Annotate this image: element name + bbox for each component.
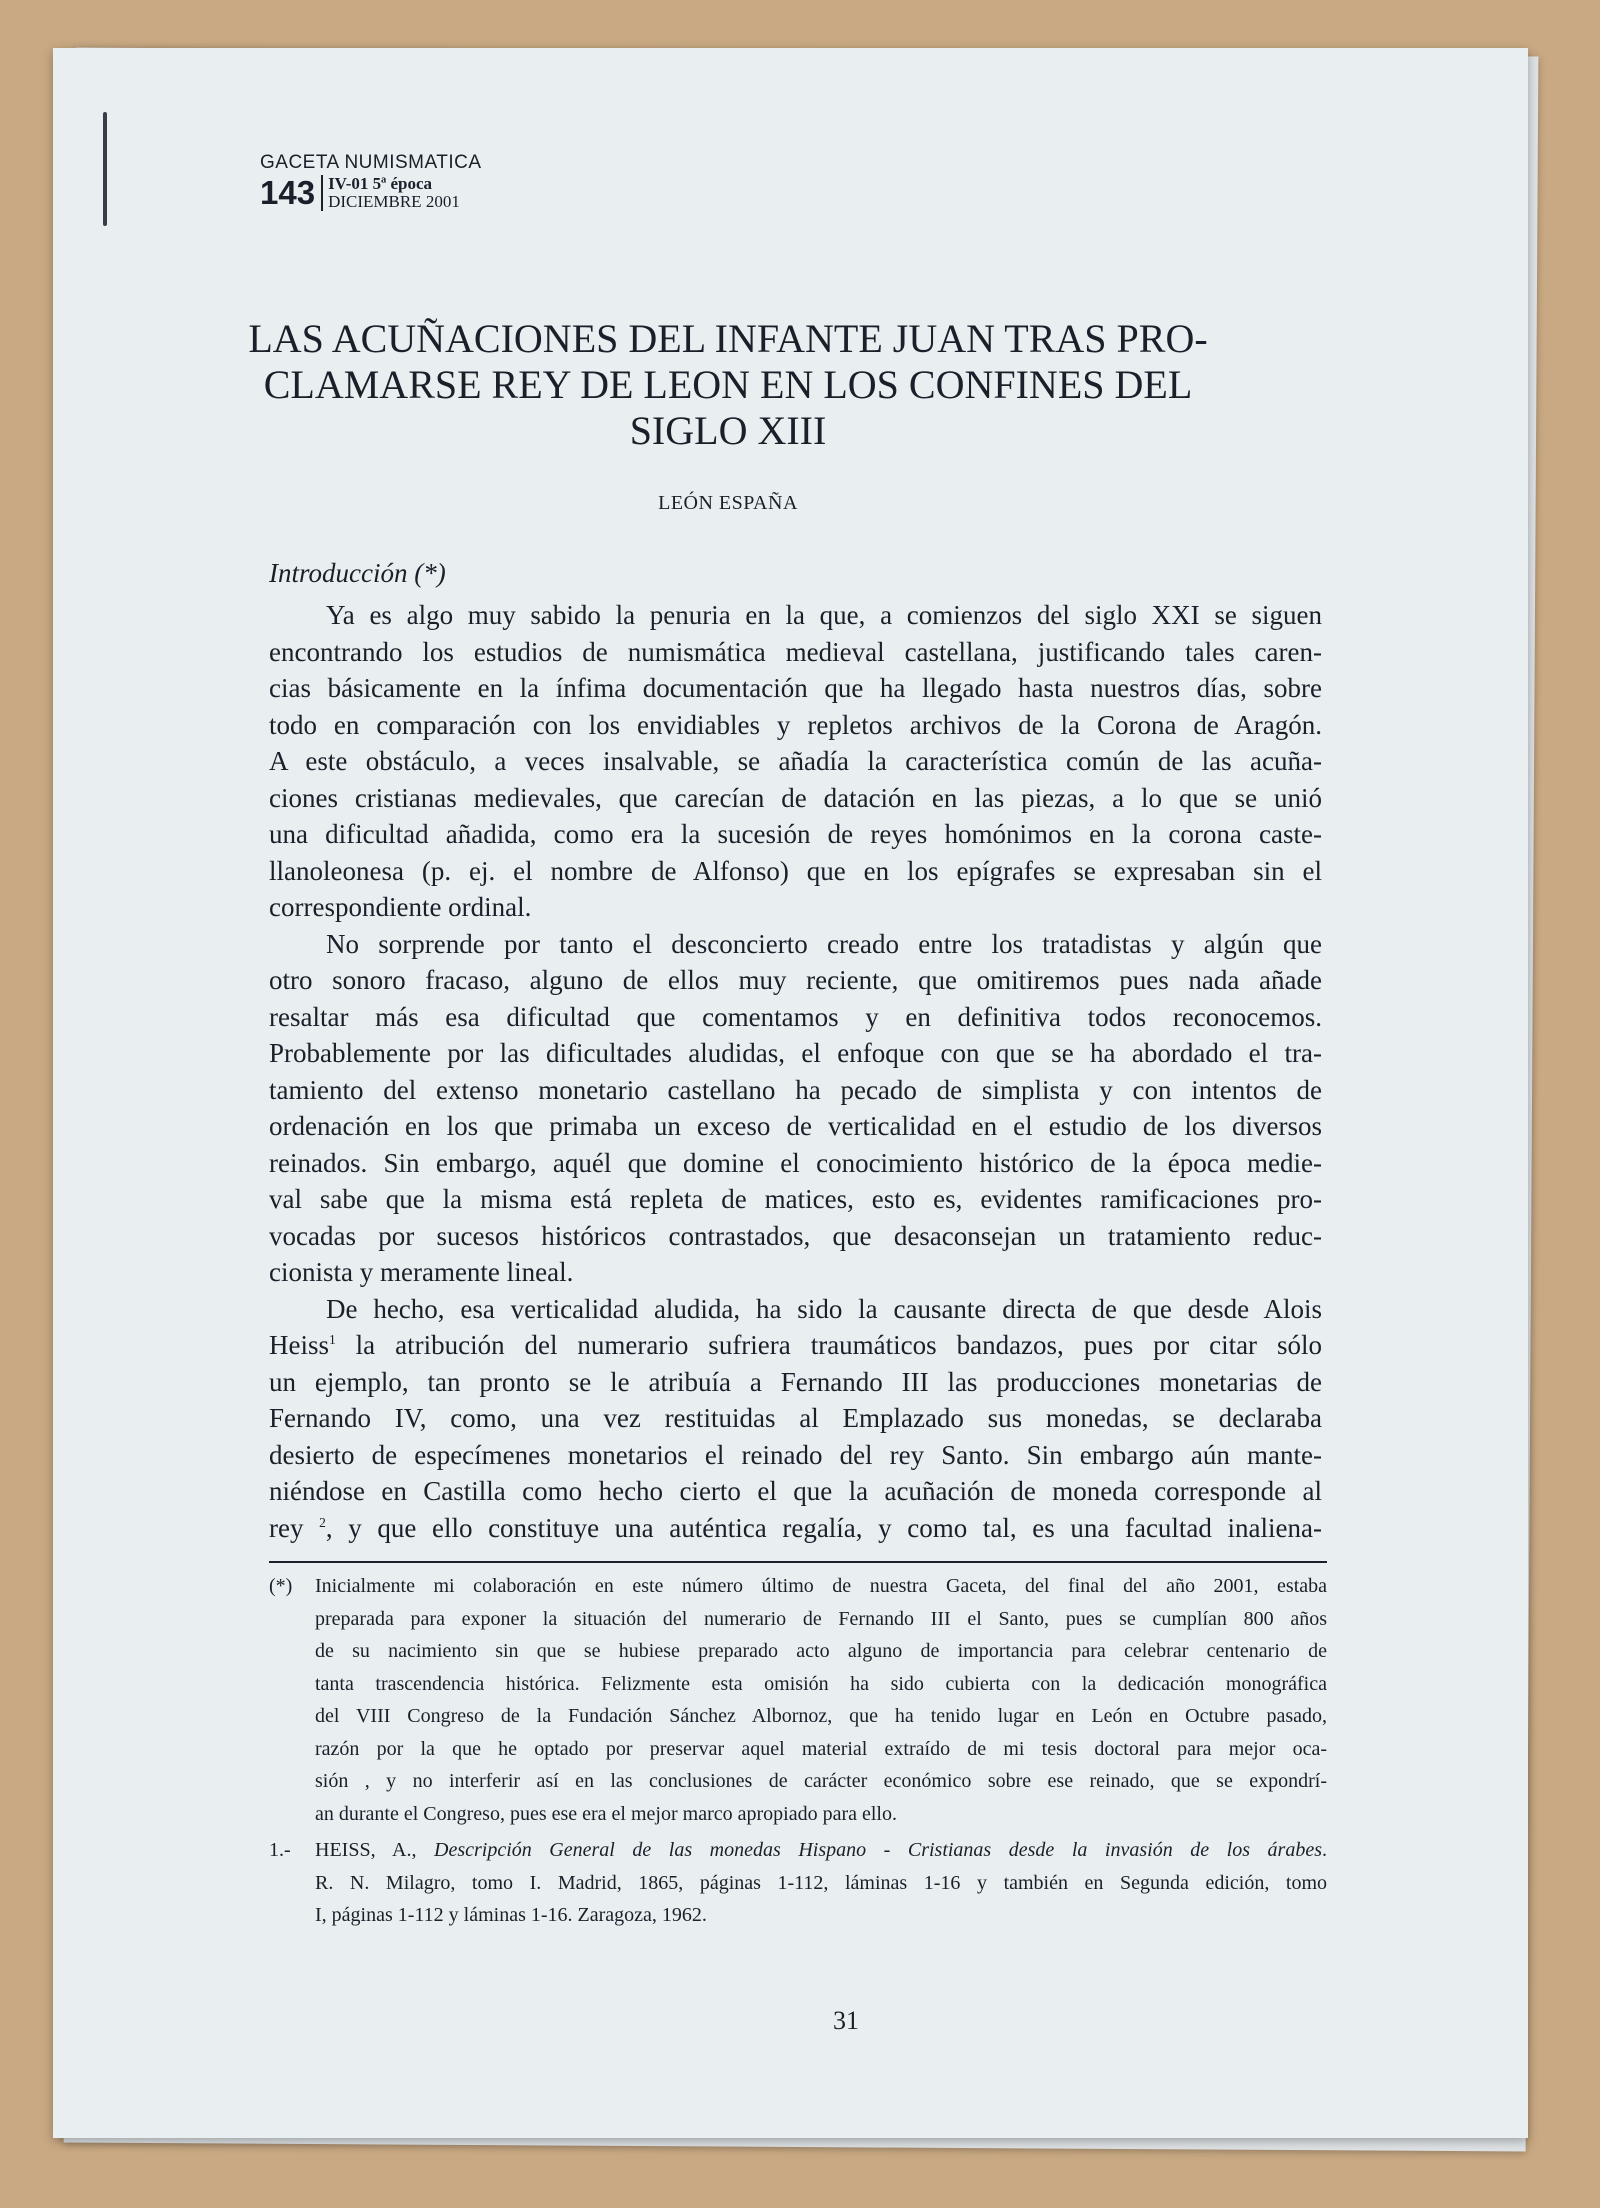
text-line: encontrando los estudios de numismática medieval castellana, justificando tales caren- <box>269 636 1322 667</box>
citation-punct: . <box>1322 1839 1327 1861</box>
citation-author: HEISS, A., <box>315 1839 434 1861</box>
text-line: De hecho, esa verticalidad aludida, ha sido la causante directa de que desde Alois <box>326 1293 1322 1324</box>
footnotes <box>269 1570 1327 1932</box>
footnote-mark: 1.- <box>269 1839 291 1861</box>
article-author: LEÓN ESPAÑA <box>658 492 798 514</box>
text-line: A este obstáculo, a veces insalvable, se añadía la característica común de las acuña- <box>269 746 1322 776</box>
footnote-line: an durante el Congreso, pues ese era el mejor marco apropiado para ello. <box>315 1802 897 1825</box>
text-line: todo en comparación con los envidiables y repletos archivos de la Corona de Aragón. <box>269 709 1322 740</box>
paragraph-2 <box>269 926 1322 1291</box>
text-line: cionista y meramente lineal. <box>269 1257 574 1287</box>
text-line: ciones cristianas medievales, que carecían de datación en las piezas, a lo que se unió <box>269 782 1322 813</box>
document-page <box>53 48 1528 2138</box>
footnote-line: del VIII Congreso de la Fundación Sánchez Albornoz, que ha tenido lugar en León en Octubre pasado, <box>315 1705 1327 1727</box>
citation-work: Descripción General de las monedas Hispano - Cristianas desde la invasión de los árabes <box>434 1839 1322 1861</box>
journal-header <box>260 152 482 211</box>
text-line: val sabe que la misma está repleta de matices, esto es, evidentes ramificaciones pro- <box>269 1184 1322 1214</box>
footnote-star <box>269 1570 1327 1830</box>
text-line: resaltar más esa dificultad que comentamos y en definitiva todos reconocemos. <box>269 1001 1322 1032</box>
text-line: un ejemplo, tan pronto se le atribuía a Fernando III las producciones monetarias de <box>269 1366 1322 1397</box>
footnote-line: sión , y no interferir así en las conclusiones de carácter económico sobre ese reinado, que se expondrí- <box>315 1770 1327 1792</box>
text-line: correspondiente ordinal. <box>269 892 532 922</box>
text-line: No sorprende por tanto el desconcierto creado entre los tratadistas y algún que <box>326 928 1322 959</box>
staple <box>103 112 107 226</box>
footnote-line <box>315 1834 1327 1867</box>
text-line: Probablemente por las dificultades aludidas, el enfoque con que se ha abordado el tra- <box>269 1038 1322 1068</box>
footnote-1 <box>269 1834 1327 1932</box>
article-title <box>233 316 1223 454</box>
footnote-line: I, páginas 1-112 y láminas 1-16. Zaragoza, 1962. <box>315 1904 707 1926</box>
text-line: cias básicamente en la ínfima documentación que ha llegado hasta nuestros días, sobre <box>269 673 1322 703</box>
footnote-line: R. N. Milagro, tomo I. Madrid, 1865, páginas 1-112, láminas 1-16 y también en Segunda edición, tomo <box>315 1871 1327 1894</box>
text-line <box>269 1510 1322 1547</box>
footnote-line: tanta trascendencia histórica. Felizmente esta omisión ha sido cubierta con la dedicación monográfica <box>315 1672 1327 1695</box>
text-line: vocadas por sucesos históricos contrastados, que desaconsejan un tratamiento reduc- <box>269 1220 1322 1251</box>
title-line: CLAMARSE REY DE LEON EN LOS CONFINES DEL <box>263 362 1193 407</box>
page-number: 31 <box>833 2006 859 2035</box>
text-line: desierto de especímenes monetarios el reinado del rey Santo. Sin embargo aún mante- <box>269 1439 1322 1470</box>
footnote-line: Inicialmente mi colaboración en este número último de nuestra Gaceta, del final del año 2001, estaba <box>315 1575 1327 1597</box>
text-line: niéndose en Castilla como hecho cierto el que la acuñación de moneda corresponde al <box>269 1476 1322 1506</box>
text-line: otro sonoro fracaso, alguno de ellos muy reciente, que omitiremos pues nada añade <box>269 965 1322 995</box>
paragraph-1 <box>269 597 1322 926</box>
text-line: reinados. Sin embargo, aquél que domine el conocimiento histórico de la época medie- <box>269 1147 1322 1178</box>
text-segment: la atribución del numerario sufriera traumáticos bandazos, pues por citar sólo <box>335 1330 1322 1360</box>
text-line: llanoleonesa (p. ej. el nombre de Alfonso) que en los epígrafes se expresaban sin el <box>269 855 1322 886</box>
title-line: SIGLO XIII <box>629 408 827 453</box>
edition-label: IV-01 5ª época <box>328 174 432 193</box>
text-segment: , y que ello constituye una auténtica regalía, y como tal, es una facultad inaliena- <box>325 1512 1322 1543</box>
footnote-line: de su nacimiento sin que se hubiese preparado acto alguno de importancia para celebrar centenario de <box>315 1640 1327 1662</box>
footnote-ref-2: 2 <box>319 1514 326 1530</box>
article-body <box>269 597 1322 1546</box>
title-line: LAS ACUÑACIONES DEL INFANTE JUAN TRAS PRO- <box>248 316 1208 361</box>
text-segment: rey <box>269 1512 320 1543</box>
footnote-line: razón por la que he optado por preservar aquel material extraído de mi tesis doctoral para mejor oca- <box>315 1737 1327 1760</box>
footnote-mark: (*) <box>269 1575 293 1597</box>
paragraph-3 <box>269 1291 1322 1547</box>
issue-date: DICIEMBRE 2001 <box>328 192 460 211</box>
issue-number: 143 <box>260 174 316 211</box>
text-line: una dificultad añadida, como era la sucesión de reyes homónimos en la corona caste- <box>269 819 1322 849</box>
footnote-ref-1: 1 <box>329 1332 336 1347</box>
header-divider <box>321 175 323 211</box>
footnote-rule <box>269 1561 1327 1563</box>
footnote-line: preparada para exponer la situación del numerario de Fernando III el Santo, pues se cumplían 800 años <box>315 1607 1327 1630</box>
text-line <box>269 1327 1322 1364</box>
text-line: Ya es algo muy sabido la penuria en la que, a comienzos del siglo XXI se siguen <box>326 600 1322 630</box>
text-line: tamiento del extenso monetario castellano ha pecado de simplista y con intentos de <box>269 1074 1322 1105</box>
text-line: Fernando IV, como, una vez restituidas al Emplazado sus monedas, se declaraba <box>269 1403 1322 1433</box>
section-heading: Introducción (*) <box>269 558 446 588</box>
journal-name: GACETA NUMISMATICA <box>260 152 482 173</box>
text-segment: Heiss <box>269 1330 329 1360</box>
text-line: ordenación en los que primaba un exceso de verticalidad en el estudio de los diversos <box>269 1111 1322 1141</box>
